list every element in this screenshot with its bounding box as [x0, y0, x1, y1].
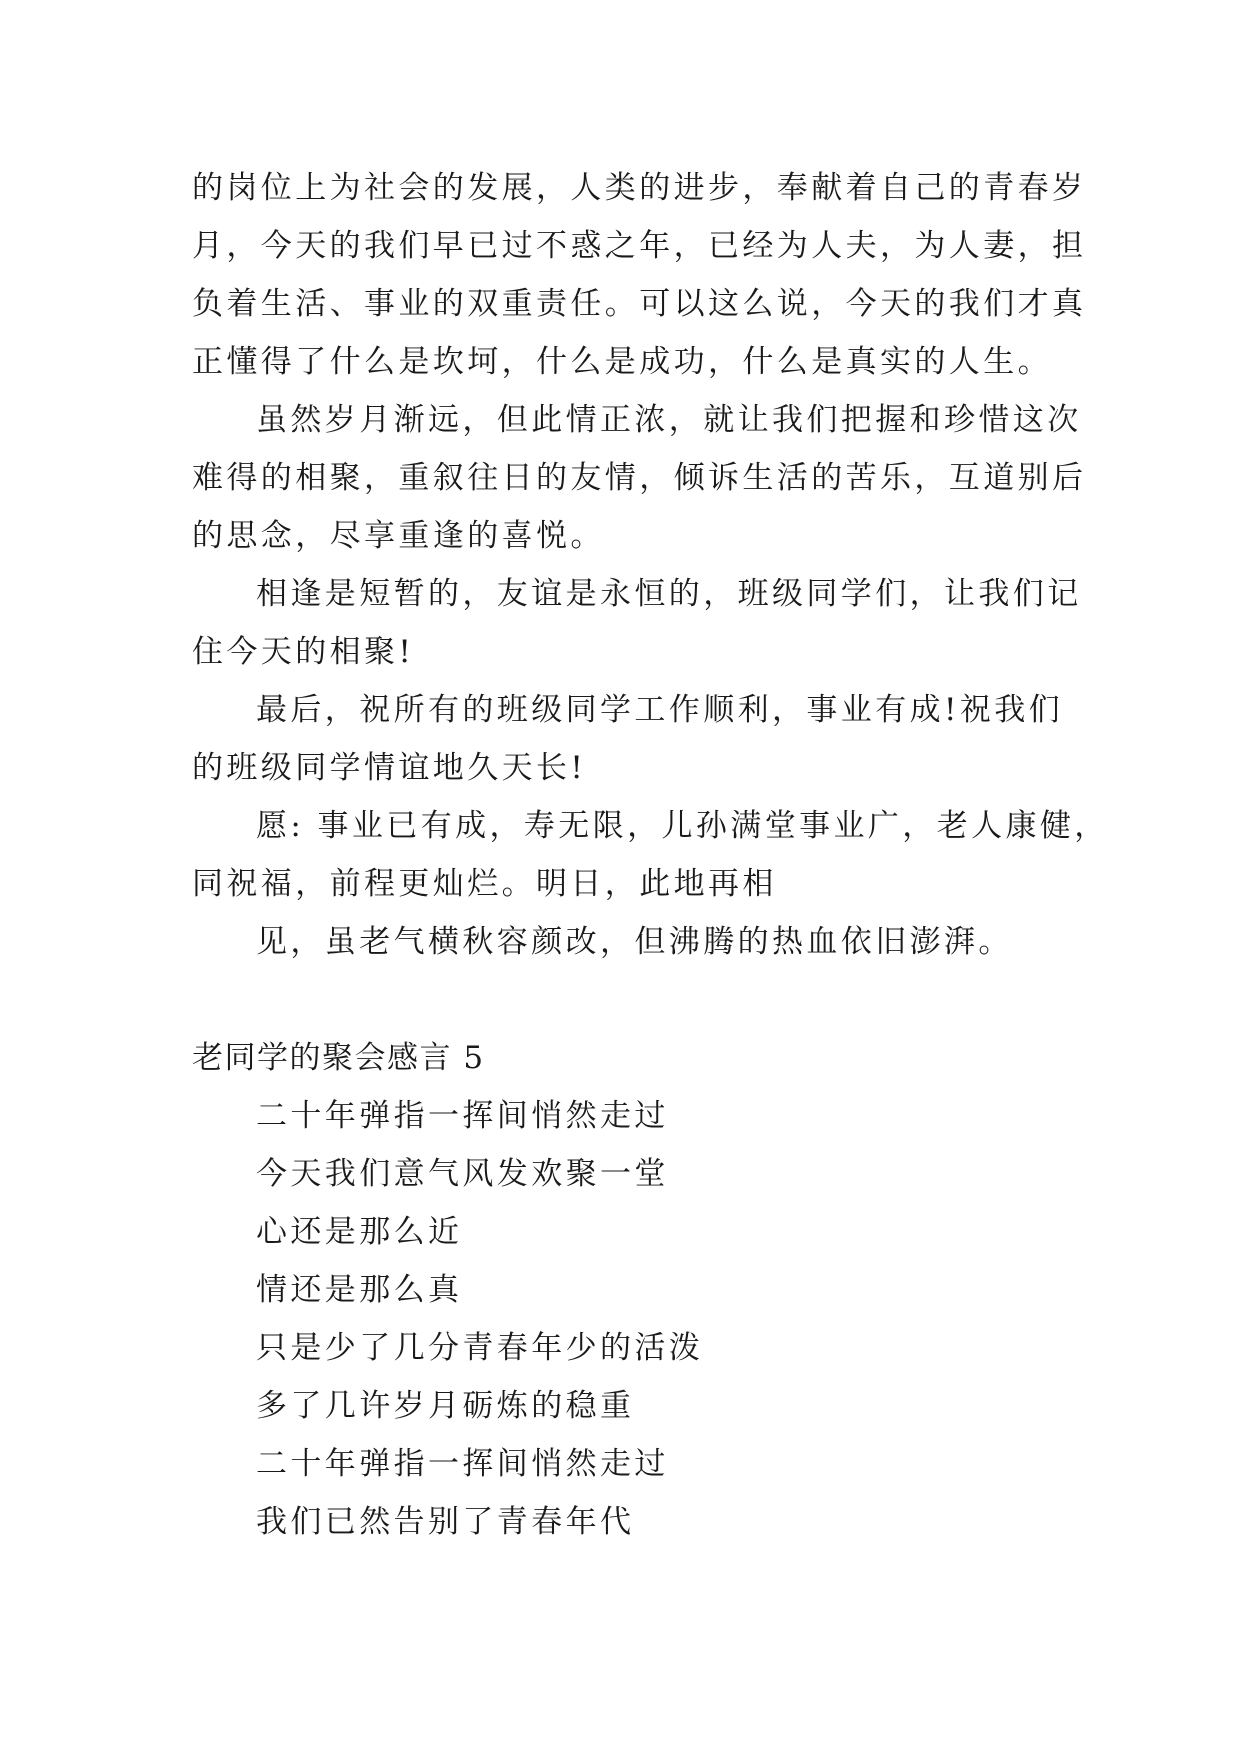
poem-line: 今天我们意气风发欢聚一堂: [256, 1156, 669, 1192]
poem-line: 二十年弹指一挥间悄然走过: [256, 1098, 669, 1134]
paragraph-first-line: 愿: 事业已有成，寿无限，儿孙满堂事业广，老人康健，: [256, 808, 1109, 844]
poem-line: 我们已然告别了青春年代: [256, 1504, 635, 1540]
body-line: 的思念，尽享重逢的喜悦。: [192, 518, 605, 554]
body-line: 难得的相聚，重叙往日的友情，倾诉生活的苦乐，互道别后: [192, 460, 1087, 496]
paragraph-first-line: 相逢是短暂的，友谊是永恒的，班级同学们，让我们记: [256, 576, 1082, 612]
poem-line: 情还是那么真: [256, 1272, 463, 1308]
body-line: 住今天的相聚!: [192, 634, 415, 670]
section-heading: 老同学的聚会感言 5: [192, 1040, 485, 1076]
paragraph-first-line: 见，虽老气横秋容颜改，但沸腾的热血依旧澎湃。: [256, 924, 1013, 960]
body-line: 月，今天的我们早已过不惑之年，已经为人夫，为人妻，担: [192, 228, 1087, 264]
body-line: 同祝福，前程更灿烂。明日，此地再相: [192, 866, 777, 902]
body-line: 正懂得了什么是坎坷，什么是成功，什么是真实的人生。: [192, 344, 1052, 380]
paragraph-first-line: 虽然岁月渐远，但此情正浓，就让我们把握和珍惜这次: [256, 402, 1082, 438]
body-line: 负着生活、事业的双重责任。可以这么说，今天的我们才真: [192, 286, 1087, 322]
body-line: 的岗位上为社会的发展，人类的进步，奉献着自己的青春岁: [192, 170, 1087, 206]
poem-line: 二十年弹指一挥间悄然走过: [256, 1446, 669, 1482]
poem-line: 只是少了几分青春年少的活泼: [256, 1330, 704, 1366]
paragraph-first-line: 最后，祝所有的班级同学工作顺利，事业有成!祝我们: [256, 692, 1064, 728]
poem-line: 多了几许岁月砺炼的稳重: [256, 1388, 635, 1424]
poem-line: 心还是那么近: [256, 1214, 463, 1250]
body-line: 的班级同学情谊地久天长!: [192, 750, 587, 786]
